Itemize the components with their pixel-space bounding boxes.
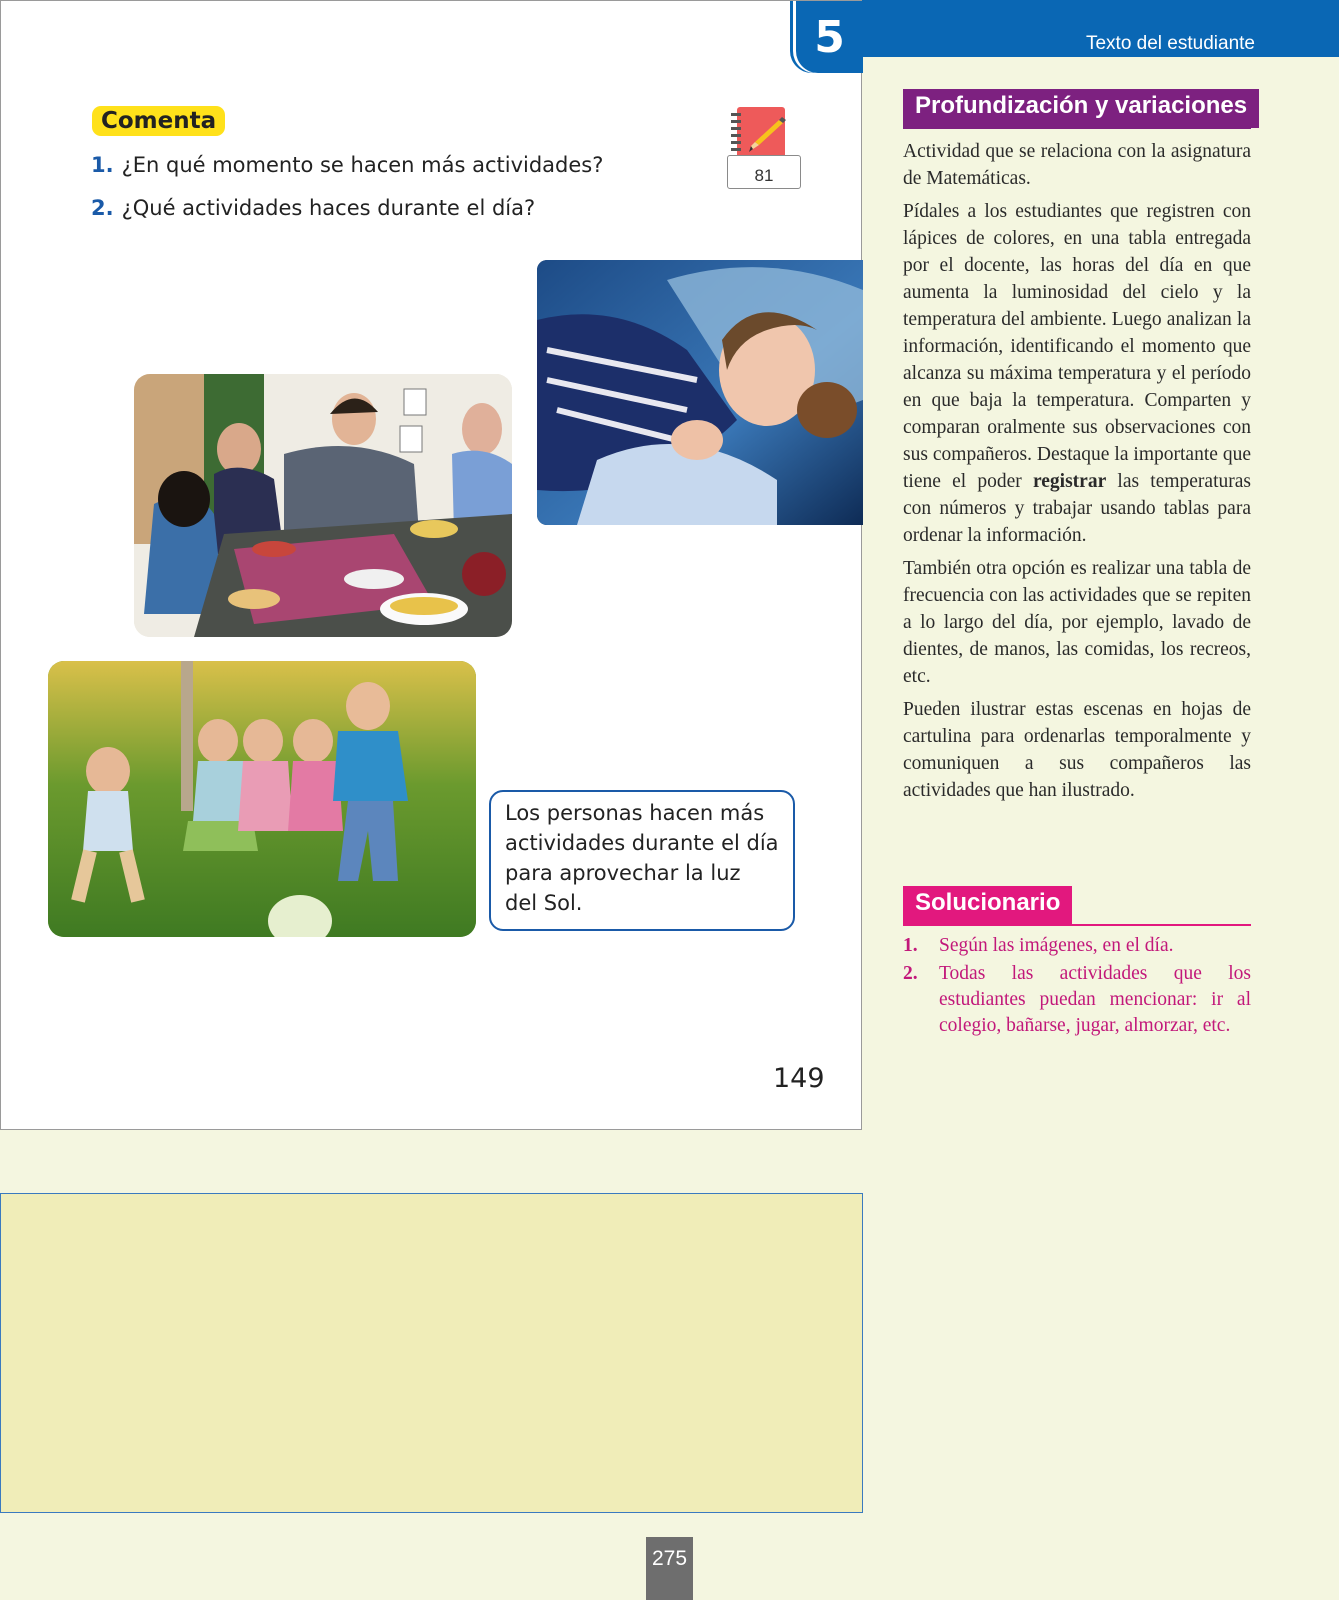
photo-children-playing <box>48 661 476 937</box>
notebook-icon <box>727 105 803 193</box>
answer-item <box>903 961 1251 1039</box>
deepening-title: Profundización y variaciones <box>903 89 1259 128</box>
question-text: ¿En qué momento se hacen más actividades? <box>121 153 604 177</box>
header-bar <box>862 0 1339 57</box>
deepening-rule <box>903 127 1251 129</box>
deepening-text: Pídales a los estudiantes que registren con lápices de colores, en una tabla entregada por el docente, las horas del día en que aumenta la luminosidad del cielo y la temperatura del ambiente. Luego analizan la información, identificando el momento que alcanza su máxima temperatura y el período en que baja la temperatura. Comparten y comparan oralmente sus observaciones con sus compañeros. Destaque la importante que tiene el poder <box>903 201 1251 492</box>
photo-family-dinner <box>134 374 512 637</box>
notebook-page-number: 81 <box>727 155 801 189</box>
answers-list <box>903 933 1251 1041</box>
comenta-label: Comenta <box>92 106 225 136</box>
deepening-bold-term: registrar <box>1032 471 1107 492</box>
student-page-number: 149 <box>773 1063 825 1094</box>
answer-box: Los personas hacen más actividades durante el día para aprovechar la luz del Sol. <box>489 790 795 931</box>
answer-text: Según las imágenes, en el día. <box>939 935 1174 956</box>
question-text: ¿Qué actividades haces durante el día? <box>121 196 536 220</box>
answer-number: 2. <box>903 963 918 984</box>
deepening-paragraph: Pueden ilustrar estas escenas en hojas de cartulina para ordenarlas temporalmente y comuniquen a sus compañeros las actividades que han ilustrado. <box>903 699 1251 801</box>
deepening-body <box>903 138 1251 810</box>
question-2 <box>91 196 535 220</box>
footer-page-number: 275 <box>646 1537 693 1600</box>
deepening-paragraph: Actividad que se relaciona con la asignatura de Matemáticas. <box>903 141 1251 189</box>
question-number: 1. <box>91 153 114 177</box>
deepening-paragraph <box>903 198 1251 549</box>
answer-item <box>903 933 1251 959</box>
answer-text: Todas las actividades que los estudiantes puedan mencionar: ir al colegio, bañarse, jugar, almorzar, etc. <box>939 963 1251 1036</box>
notes-box <box>0 1193 863 1513</box>
answers-title: Solucionario <box>903 886 1072 925</box>
student-page <box>0 0 862 1130</box>
question-1 <box>91 153 603 177</box>
question-number: 2. <box>91 196 114 220</box>
deepening-text: las temperaturas con números y trabajar usando tablas para ordenar la información. <box>903 471 1251 546</box>
answer-number: 1. <box>903 935 918 956</box>
unit-number-tab: 5 <box>796 1 863 73</box>
header-label: Texto del estudiante <box>1085 33 1255 54</box>
deepening-paragraph: También otra opción es realizar una tabla de frecuencia con las actividades que se repiten a lo largo del día, por ejemplo, lavado de dientes, de manos, las comidas, los recreos, etc. <box>903 558 1251 687</box>
photo-sleeping-child <box>537 260 863 525</box>
answers-rule <box>903 924 1251 926</box>
